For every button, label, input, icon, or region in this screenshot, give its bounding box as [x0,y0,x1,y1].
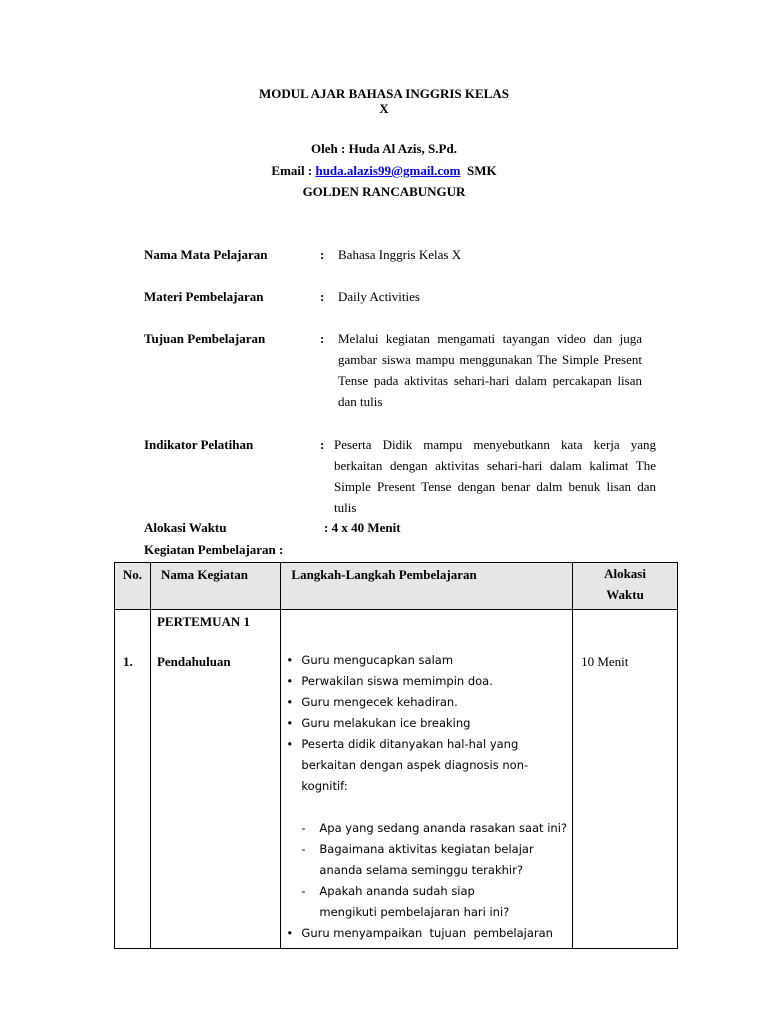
alokasi-header-line2: Waktu [606,587,644,602]
list-item [281,713,573,734]
tujuan-value: Melalui kegiatan mengamati tayangan video dan juga gambar siswa mampu menggunakan The Simple Present Tense pada aktivitas sehari-hari dalam percakapan lisan dan tulis [338,331,642,409]
title-line-2: X [379,101,389,116]
pertemuan-label: PERTEMUAN 1 [156,614,251,629]
dash-marker: - [301,884,306,898]
tujuan-label: Tujuan Pembelajaran [144,331,266,346]
cell-langkah [281,610,573,949]
indikator-value: Peserta Didik mampu menyebutkann kata kerja yang berkaitan dengan aktivitas sehari-hari dalam kalimat The Simple Present Tense dengan benar dalm benuk lisan dan tulis [334,437,656,515]
list-item [281,839,573,881]
table-header-row [115,563,678,610]
indikator-colon: : [320,437,325,452]
email-label: Email : [271,163,313,178]
col-header-alokasi [573,563,678,610]
dash-marker: - [301,842,306,856]
alokasi-value: : 4 x 40 Menit [324,520,401,535]
question-text: Apakah ananda sudah siap mengikuti pembelajaran hari ini? [319,884,510,919]
school-name-part2: GOLDEN RANCABUNGUR [302,184,466,199]
email-link[interactable]: huda.alazis99@gmail.com [315,163,461,178]
mata-pelajaran-value: Bahasa Inggris Kelas X [338,247,462,262]
step-text: Guru menyampaikan tujuan pembelajaran [301,926,553,940]
mata-pelajaran-colon: : [320,247,325,262]
step-text: Guru mengecek kehadiran. [301,695,458,709]
school-name-part1: SMK [466,163,497,178]
list-item [281,818,573,839]
indikator-label: Indikator Pelatihan [144,437,254,452]
table-row [115,610,678,949]
bullet-icon: • [286,926,294,940]
dash-marker: - [301,821,306,835]
list-item [281,650,573,671]
kegiatan-table [114,562,678,949]
author-line: Oleh : Huda Al Azis, S.Pd. [311,141,457,156]
step-text: Peserta didik ditanyakan hal-hal yang berkaitan dengan aspek diagnosis non-kognitif: [301,737,529,793]
bullet-icon: • [286,695,294,709]
cell-waktu [573,610,678,949]
step-text: Perwakilan siswa memimpin doa. [301,674,493,688]
step-text: Guru melakukan ice breaking [301,716,471,730]
row-number: 1. [123,654,133,669]
mata-pelajaran-label: Nama Mata Pelajaran [144,247,268,262]
col-header-langkah: Langkah-Langkah Pembelajaran [281,563,573,610]
alokasi-header-line1: Alokasi [604,566,646,581]
tujuan-colon: : [320,331,325,346]
col-header-nama: Nama Kegiatan [150,563,280,610]
list-item [281,923,573,944]
list-item [281,881,573,923]
document-title [0,86,768,116]
cell-no [115,610,151,949]
list-item [281,671,573,692]
alokasi-label: Alokasi Waktu [144,520,227,535]
email-line [0,163,768,178]
col-header-no: No. [115,563,151,610]
materi-label: Materi Pembelajaran [144,289,264,304]
question-text: Bagaimana aktivitas kegiatan belajar ananda selama seminggu terakhir? [319,842,534,877]
step-text: Guru mengucapkan salam [301,653,454,667]
title-line-1: MODUL AJAR BAHASA INGGRIS KELAS [259,86,509,101]
bullet-icon: • [286,737,294,751]
question-text: Apa yang sedang ananda rasakan saat ini? [319,821,567,835]
list-item [281,692,573,713]
materi-value: Daily Activities [338,289,420,304]
step-list [281,650,573,944]
bullet-icon: • [286,674,294,688]
bullet-icon: • [286,653,294,667]
duration-value: 10 Menit [581,654,629,669]
materi-colon: : [320,289,325,304]
activity-name: Pendahuluan [156,654,231,669]
cell-nama [150,610,280,949]
kegiatan-label: Kegiatan Pembelajaran : [144,542,284,557]
list-item [281,734,573,797]
bullet-icon: • [286,716,294,730]
